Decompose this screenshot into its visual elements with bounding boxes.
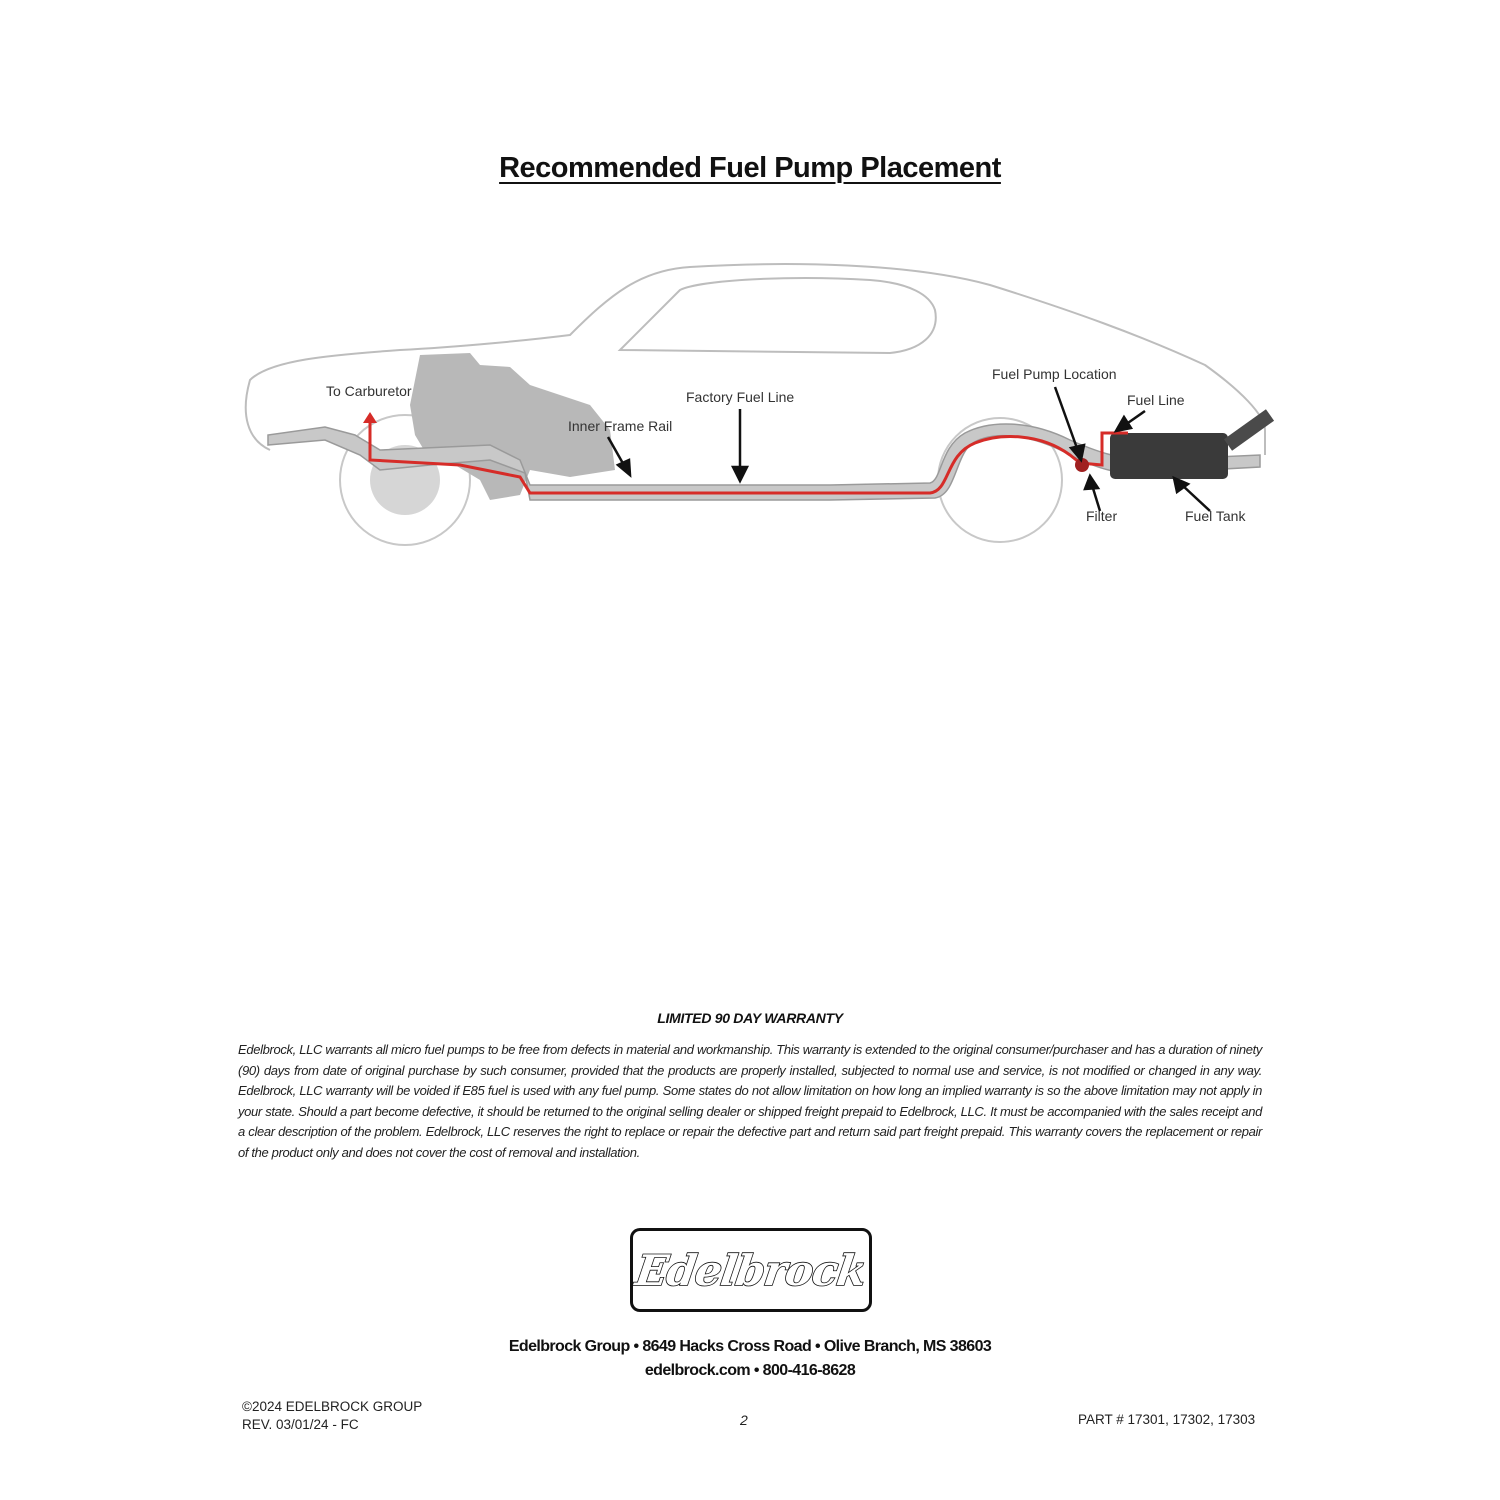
carburetor-arrowhead: [363, 412, 377, 423]
footer-copyright: ©2024 EDELBROCK GROUP: [242, 1399, 423, 1414]
company-web-phone: edelbrock.com • 800-416-8628: [644, 1362, 856, 1379]
fuel-tank: [1110, 433, 1228, 479]
label-filter: Filter: [1086, 508, 1118, 524]
footer-revision: REV. 03/01/24 - FC: [242, 1417, 359, 1432]
footer-left: [242, 1398, 422, 1434]
fuel-pump-placement-diagram: [230, 255, 1280, 555]
page-title: Recommended Fuel Pump Placement: [499, 152, 1001, 184]
label-fuel-pump-location: Fuel Pump Location: [992, 366, 1117, 382]
label-inner-frame-rail: Inner Frame Rail: [568, 418, 673, 434]
edelbrock-logo: [630, 1228, 872, 1312]
warranty-title: LIMITED 90 DAY WARRANTY: [657, 1010, 843, 1026]
label-fuel-line: Fuel Line: [1127, 392, 1185, 408]
company-address: Edelbrock Group • 8649 Hacks Cross Road • Olive Branch, MS 38603: [508, 1338, 992, 1355]
filler-neck: [1228, 415, 1270, 445]
label-to-carburetor: To Carburetor: [326, 383, 412, 399]
part-numbers: PART # 17301, 17302, 17303: [1078, 1412, 1256, 1427]
car-window-outline: [620, 278, 936, 353]
warranty-text: Edelbrock, LLC warrants all micro fuel pumps to be free from defects in material and workmanship. This warranty is extended to the original consumer/purchaser and has a duration of ninety (90) days from date of original purchase by such consumer, provided that the products are properly installed, subjected to normal use and service, is not modified or changed in any way. Edelbrock, LLC warranty will be voided if E85 fuel is used with any fuel pump. Some states do not allow limitation on how long an implied warranty is so the above limitation may not apply in your state. Should a part become defective, it should be returned to the original selling dealer or shipped freight prepaid to Edelbrock, LLC. It must be accompanied with the sales receipt and a clear description of the problem. Edelbrock, LLC reserves the right to replace or repair the defective part and return said part freight prepaid. This warranty covers the replacement or repair of the product only and does not cover the cost of removal and installation.: [238, 1042, 1262, 1160]
label-factory-fuel-line: Factory Fuel Line: [686, 389, 795, 405]
label-fuel-tank: Fuel Tank: [1185, 508, 1246, 524]
page-number: 2: [740, 1412, 748, 1428]
logo-wordmark: Edelbrock: [632, 1245, 870, 1295]
